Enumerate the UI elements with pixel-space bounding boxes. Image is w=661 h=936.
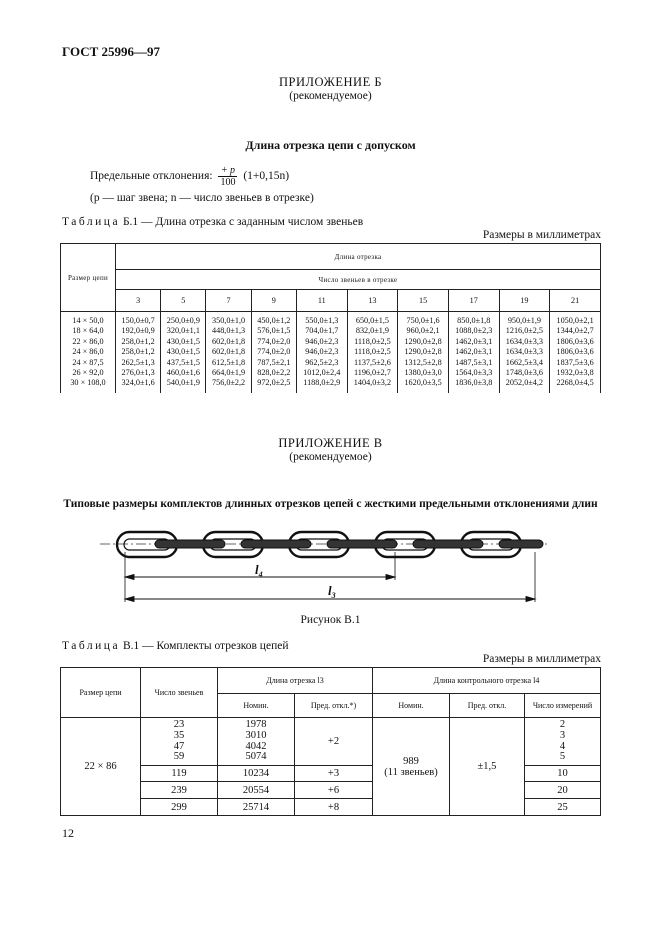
table-cell: 1050,0±2,1 xyxy=(556,316,594,325)
cell-ctrl-nom xyxy=(373,718,450,816)
standard-number: ГОСТ 25996—97 xyxy=(62,44,161,59)
stack-value: 4042 xyxy=(245,740,267,752)
cell-group-links xyxy=(141,718,218,766)
table-cell: 18 × 64,0 xyxy=(72,326,104,336)
table-cell: 1404,0±3,2 xyxy=(353,378,392,388)
table-cell: 1462,0±3,1 xyxy=(455,347,493,357)
table-cell: 756,0±2,2 xyxy=(212,378,246,388)
col-links-header: Число звеньев в отрезке xyxy=(116,270,601,290)
table-cell: 350,0±1,0 xyxy=(212,316,246,325)
table-cell: 664,0±1,9 xyxy=(212,368,246,378)
formula-note: (p — шаг звена; n — число звеньев в отрезке) xyxy=(90,192,314,204)
link-count-header: 9 xyxy=(251,290,296,312)
length-column xyxy=(116,312,161,393)
h-len3: Длина отрезка l3 xyxy=(218,668,373,694)
formula-tail: (1+0,15n) xyxy=(243,170,290,183)
cell-ctrl-dev: ±1,5 xyxy=(450,718,525,816)
table-cell: 787,5±2,1 xyxy=(257,357,291,367)
table-cell: 832,0±1,9 xyxy=(355,326,389,336)
stack-value: 35 xyxy=(173,729,185,741)
table-cell: 946,0±2,3 xyxy=(305,336,339,346)
table-cell: 972,0±2,5 xyxy=(257,378,291,388)
table-cell: 1806,0±3,6 xyxy=(556,347,594,357)
table-cell: 1634,0±3,3 xyxy=(505,336,544,346)
appendix-v-status: (рекомендуемое) xyxy=(289,451,372,463)
chain-figure xyxy=(95,522,555,604)
table-cell: 1196,0±2,7 xyxy=(353,368,391,378)
table-cell: 1290,0±2,8 xyxy=(404,347,442,357)
length-column xyxy=(347,312,398,393)
label-l3: $l_3$ xyxy=(328,583,336,600)
table-cell: 460,0±1,6 xyxy=(166,368,200,378)
link-4 xyxy=(241,540,311,548)
table-cell: 550,0±1,3 xyxy=(305,316,339,325)
length-column xyxy=(206,312,251,393)
table-cell: 1088,0±2,3 xyxy=(455,326,493,336)
row-nom: 10234 xyxy=(218,766,295,782)
table-cell: 192,0±0,9 xyxy=(121,326,155,336)
col-length-header: Длина отрезка xyxy=(116,244,601,270)
link-count-header: 13 xyxy=(347,290,398,312)
h-dev-star: Пред. откл.*) xyxy=(295,694,373,718)
table-cell: 2052,0±4,2 xyxy=(505,378,544,388)
table-cell: 258,0±1,2 xyxy=(121,347,155,357)
length-column xyxy=(296,312,347,393)
table-cell: 276,0±1,3 xyxy=(121,368,155,378)
ctrl-nom: 989 xyxy=(403,755,419,767)
formula-numerator: + p xyxy=(218,165,237,177)
table-cell: 1344,0±2,7 xyxy=(556,326,594,336)
formula-fraction xyxy=(218,165,237,188)
stack-value: 5074 xyxy=(245,751,267,763)
row-links: 239 xyxy=(141,782,218,799)
length-column xyxy=(550,312,601,393)
table-cell: 828,0±2,2 xyxy=(257,368,291,378)
link-count-header: 3 xyxy=(116,290,161,312)
page-number: 12 xyxy=(62,826,74,840)
table-cell: 437,5±1,5 xyxy=(166,357,200,367)
cell-size: 22 × 86 xyxy=(61,718,141,816)
length-column xyxy=(499,312,550,393)
stack-value: 3010 xyxy=(245,729,267,741)
link-count-header: 21 xyxy=(550,290,601,312)
table-cell: 1634,0±3,3 xyxy=(505,347,544,357)
row-links: 119 xyxy=(141,766,218,782)
table-cell: 946,0±2,3 xyxy=(305,347,339,357)
row-dev: +6 xyxy=(295,782,373,799)
table-cell: 1290,0±2,8 xyxy=(404,336,442,346)
row-nom: 25714 xyxy=(218,799,295,816)
table-cell: 258,0±1,2 xyxy=(121,336,155,346)
table-cell: 448,0±1,3 xyxy=(212,326,246,336)
appendix-b-heading: ПРИЛОЖЕНИЕ Б xyxy=(278,75,383,89)
link-2 xyxy=(155,540,225,548)
stack-value: 47 xyxy=(173,740,185,752)
table-cell: 320,0±1,1 xyxy=(166,326,200,336)
appendix-v-title: Типовые размеры комплектов длинных отрезков цепей с жесткими предельными отклонениями длин xyxy=(63,498,598,510)
appendix-b-status: (рекомендуемое) xyxy=(289,90,372,102)
table-cell: 1118,0±2,5 xyxy=(354,336,391,346)
table-cell: 540,0±1,9 xyxy=(166,378,200,388)
link-8 xyxy=(413,540,483,548)
formula-label: Предельные отклонения: xyxy=(90,170,213,183)
appendix-v-heading: ПРИЛОЖЕНИЕ В xyxy=(278,436,383,450)
h-nom2: Номин. xyxy=(373,694,450,718)
table-v1 xyxy=(60,667,601,816)
length-column xyxy=(398,312,449,393)
figure-caption: Рисунок В.1 xyxy=(300,614,361,626)
stack-value: 2 xyxy=(559,719,566,731)
stack-value: 3 xyxy=(559,729,566,741)
table-cell: 1462,0±3,1 xyxy=(455,336,493,346)
h-count: Число измерений xyxy=(525,694,601,718)
table-cell: 750,0±1,6 xyxy=(406,316,440,325)
table-cell: 14 × 50,0 xyxy=(72,316,104,325)
label-l4: $l_4$ xyxy=(255,562,263,579)
table-cell: 774,0±2,0 xyxy=(257,336,291,346)
table-cell: 1662,5±3,4 xyxy=(505,357,544,367)
table-cell: 1748,0±3,6 xyxy=(505,368,544,378)
table-cell: 250,0±0,9 xyxy=(166,316,200,325)
table-cell: 1620,0±3,5 xyxy=(404,378,442,388)
stack-value: 4 xyxy=(559,740,566,752)
table-b1 xyxy=(60,243,601,393)
table-cell: 1188,0±2,9 xyxy=(303,378,341,388)
table-cell: 24 × 86,0 xyxy=(72,347,104,357)
stack-value: 23 xyxy=(173,719,185,731)
caption-prefix: Таблица xyxy=(62,216,121,228)
row-dev: +8 xyxy=(295,799,373,816)
length-column xyxy=(161,312,206,393)
table-cell: 1380,0±3,0 xyxy=(404,368,442,378)
table-cell: 650,0±1,5 xyxy=(355,316,389,325)
row-count: 20 xyxy=(525,782,601,799)
col-size-header: Размер цепи xyxy=(61,244,116,312)
formula-line xyxy=(90,165,289,188)
table-cell: 22 × 86,0 xyxy=(72,336,104,346)
table-cell: 1932,0±3,8 xyxy=(556,368,594,378)
stack-value: 1978 xyxy=(245,719,267,731)
table-cell: 1837,5±3,6 xyxy=(556,357,594,367)
table-v1-units: Размеры в миллиметрах xyxy=(482,653,601,665)
table-cell: 430,0±1,5 xyxy=(166,336,200,346)
h-dev: Пред. откл. xyxy=(450,694,525,718)
table-cell: 1118,0±2,5 xyxy=(354,347,391,357)
row-nom: 20554 xyxy=(218,782,295,799)
table-b1-units: Размеры в миллиметрах xyxy=(482,229,601,241)
table-cell: 30 × 108,0 xyxy=(70,378,106,388)
cell-group-nom xyxy=(218,718,295,766)
table-cell: 430,0±1,5 xyxy=(166,347,200,357)
table-cell: 1564,0±3,3 xyxy=(455,368,493,378)
length-column xyxy=(448,312,499,393)
table-cell: 26 × 92,0 xyxy=(72,368,104,378)
formula-denominator: 100 xyxy=(220,177,236,188)
link-count-header: 5 xyxy=(161,290,206,312)
link-count-header: 17 xyxy=(448,290,499,312)
table-cell: 1806,0±3,6 xyxy=(556,336,594,346)
table-cell: 150,0±0,7 xyxy=(121,316,155,325)
cell-group-counts xyxy=(525,718,601,766)
table-cell: 324,0±1,6 xyxy=(121,378,155,388)
appendix-b-title: Длина отрезка цепи с допуском xyxy=(245,138,416,152)
h-nom: Номин. xyxy=(218,694,295,718)
row-count: 10 xyxy=(525,766,601,782)
table-cell: 602,0±1,8 xyxy=(212,347,246,357)
table-cell: 704,0±1,7 xyxy=(305,326,339,336)
link-10 xyxy=(499,540,543,548)
table-cell: 960,0±2,1 xyxy=(406,326,440,336)
caption-text: В.1 — Комплекты отрезков цепей xyxy=(122,640,289,652)
table-cell: 262,5±1,3 xyxy=(121,357,155,367)
link-count-header: 19 xyxy=(499,290,550,312)
table-cell: 1487,5±3,1 xyxy=(455,357,493,367)
table-cell: 1012,0±2,4 xyxy=(303,368,341,378)
link-count-header: 7 xyxy=(206,290,251,312)
stack-value: 59 xyxy=(173,751,185,763)
h-len4: Длина контрольного отрезка l4 xyxy=(373,668,601,694)
h-links: Число звеньев xyxy=(141,668,218,718)
table-cell: 576,0±1,5 xyxy=(257,326,291,336)
row-dev: +3 xyxy=(295,766,373,782)
cell-group-dev: +2 xyxy=(295,718,373,766)
table-cell: 1137,5±2,6 xyxy=(353,357,391,367)
link-count-header: 15 xyxy=(398,290,449,312)
caption-text: Б.1 — Длина отрезка с заданным числом звеньев xyxy=(122,216,364,228)
table-cell: 850,0±1,8 xyxy=(457,316,491,325)
table-cell: 1836,0±3,8 xyxy=(455,378,493,388)
link-count-header: 11 xyxy=(296,290,347,312)
table-cell: 962,5±2,3 xyxy=(305,357,339,367)
link-6 xyxy=(327,540,397,548)
h-size: Размер цепи xyxy=(61,668,141,718)
row-count: 25 xyxy=(525,799,601,816)
table-v1-caption xyxy=(62,640,288,652)
row-links: 299 xyxy=(141,799,218,816)
table-cell: 612,5±1,8 xyxy=(212,357,246,367)
table-cell: 1216,0±2,5 xyxy=(505,326,544,336)
table-cell: 602,0±1,8 xyxy=(212,336,246,346)
stack-value: 5 xyxy=(559,751,566,763)
ctrl-links: (11 звеньев) xyxy=(384,766,438,778)
length-column xyxy=(251,312,296,393)
table-cell: 950,0±1,9 xyxy=(507,316,541,325)
table-cell: 1312,5±2,8 xyxy=(404,357,442,367)
table-b1-caption xyxy=(62,216,363,228)
size-column xyxy=(61,312,116,393)
table-cell: 2268,0±4,5 xyxy=(556,378,594,388)
table-cell: 450,0±1,2 xyxy=(257,316,291,325)
caption-prefix: Таблица xyxy=(62,640,121,652)
table-cell: 24 × 87,5 xyxy=(72,357,104,367)
table-cell: 774,0±2,0 xyxy=(257,347,291,357)
